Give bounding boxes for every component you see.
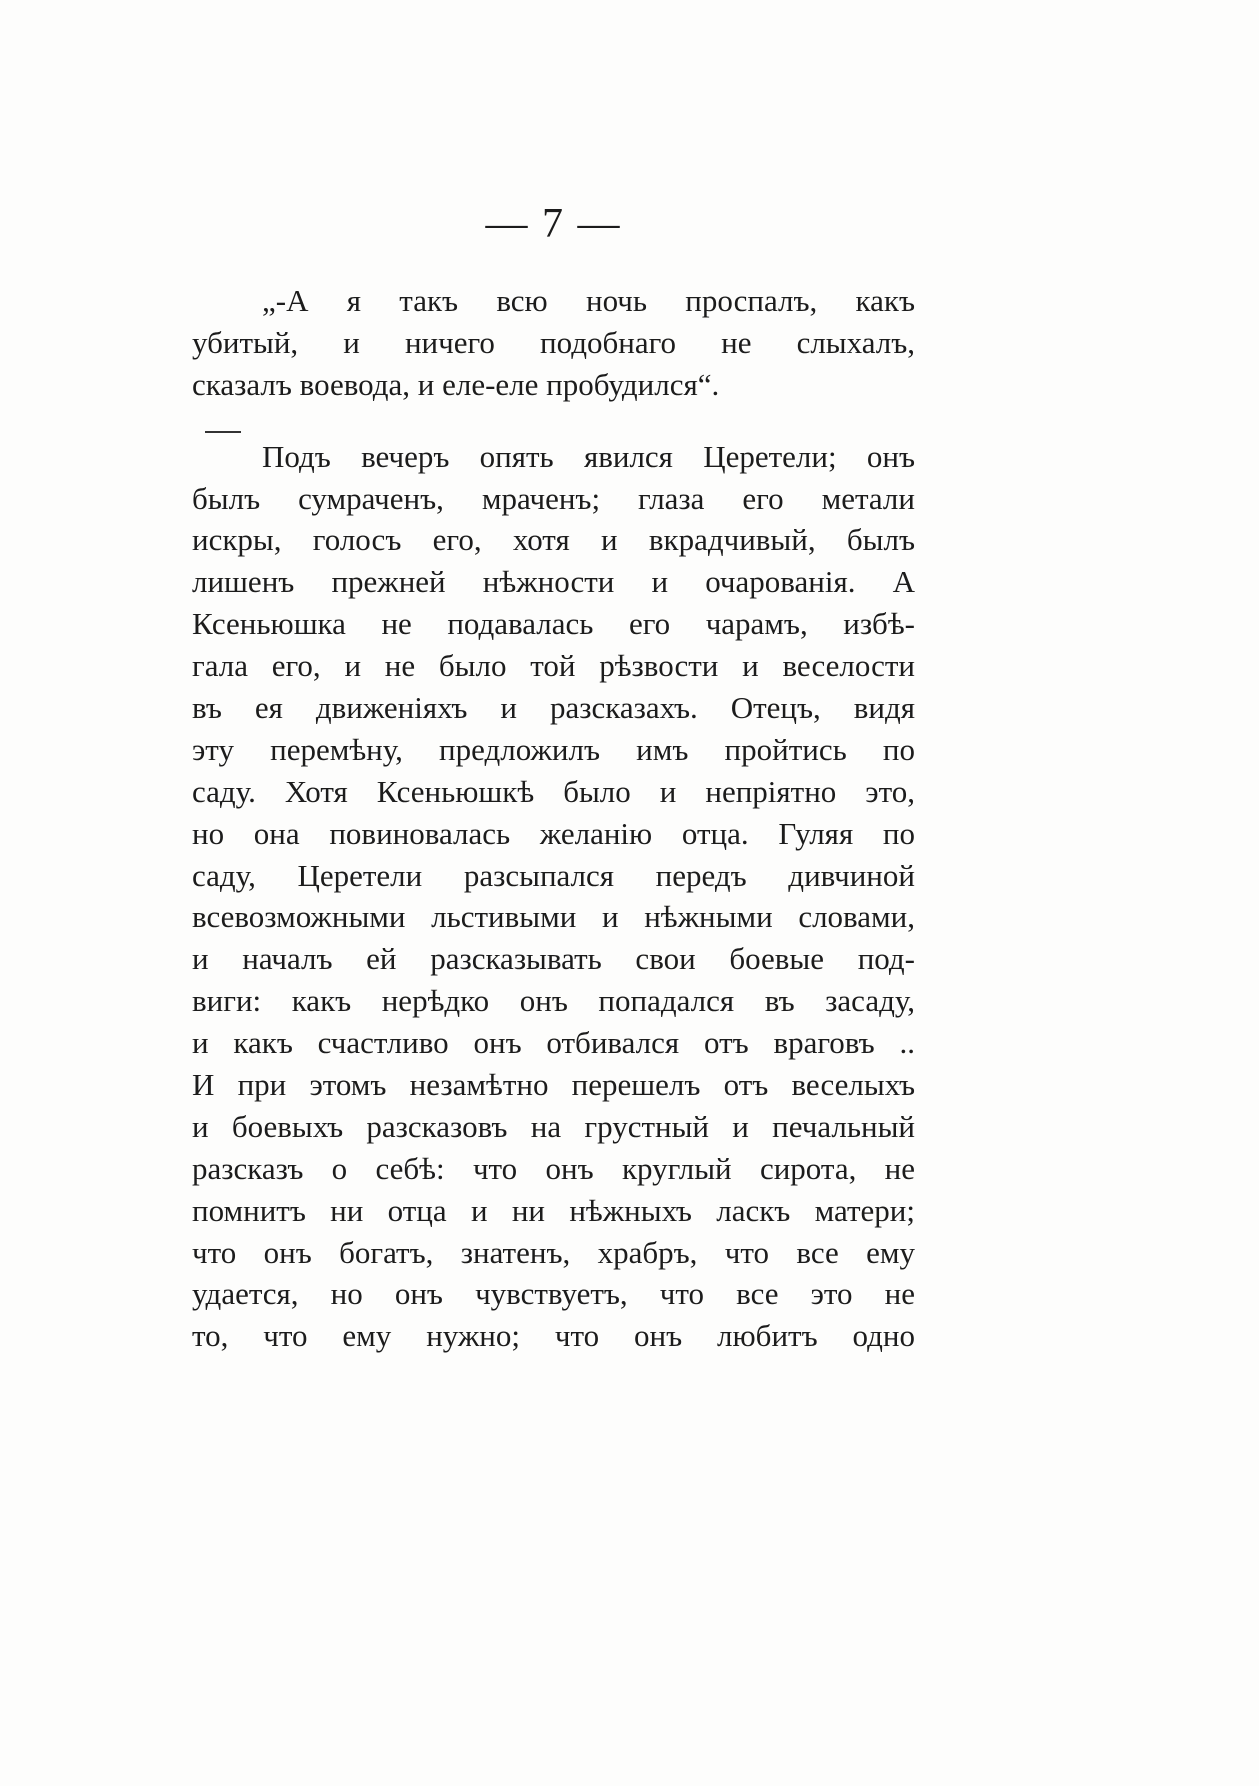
- text-line: саду. Хотя Ксеньюшкѣ было и непріятно это,: [192, 773, 915, 809]
- text-line: былъ сумраченъ, мраченъ; глаза его метали: [192, 480, 915, 516]
- text-line: эту перемѣну, предложилъ имъ пройтись по: [192, 731, 915, 767]
- text-line: лишенъ прежней нѣжности и очарованія. А: [192, 564, 915, 600]
- text-column: [192, 280, 915, 1357]
- text-line: въ ея движеніяхъ и разсказахъ. Отецъ, видя: [192, 690, 915, 726]
- text-line: „-А я такъ всю ночь проспалъ, какъ: [262, 283, 915, 318]
- text-line: сказалъ воевода, и еле-еле пробудился“.: [192, 366, 720, 402]
- text-line: удается, но онъ чувствуетъ, что все это не: [192, 1276, 915, 1312]
- text-line: и началъ ей разсказывать свои боевые под-: [192, 941, 915, 977]
- text-line: убитый, и ничего подобнаго не слыхалъ,: [192, 324, 915, 360]
- text-line: то, что ему нужно; что онъ любитъ одно: [192, 1318, 915, 1354]
- text-line: и какъ счастливо онъ отбивался отъ враговъ ..: [192, 1025, 915, 1061]
- text-line: искры, голосъ его, хотя и вкрадчивый, былъ: [192, 522, 915, 558]
- text-line: Подъ вечеръ опять явился Церетели; онъ: [262, 438, 915, 474]
- text-line: что онъ богатъ, знатенъ, храбръ, что все ему: [192, 1234, 915, 1270]
- page-number: — 7 —: [485, 201, 622, 247]
- paragraph-2: [192, 436, 915, 1358]
- text-line: виги: какъ нерѣдко онъ попадался въ засаду,: [192, 983, 915, 1019]
- text-line: разсказъ о себѣ: что онъ круглый сирота, не: [192, 1150, 915, 1186]
- paragraph-1: [192, 280, 915, 406]
- text-line: гала его, и не было той рѣзвости и веселости: [192, 648, 915, 684]
- text-line: и боевыхъ разсказовъ на грустный и печальный: [192, 1108, 915, 1144]
- text-line: помнитъ ни отца и ни нѣжныхъ ласкъ матери;: [192, 1192, 915, 1228]
- text-line: И при этомъ незамѣтно перешелъ отъ веселыхъ: [192, 1067, 915, 1103]
- text-line: Ксеньюшка не подавалась его чарамъ, избѣ-: [192, 606, 915, 642]
- text-line: но она повиновалась желанію отца. Гуляя по: [192, 815, 915, 851]
- text-line: саду, Церетели разсыпался передъ дивчиной: [192, 857, 915, 893]
- text-line: всевозможными льстивыми и нѣжными словами,: [192, 899, 915, 935]
